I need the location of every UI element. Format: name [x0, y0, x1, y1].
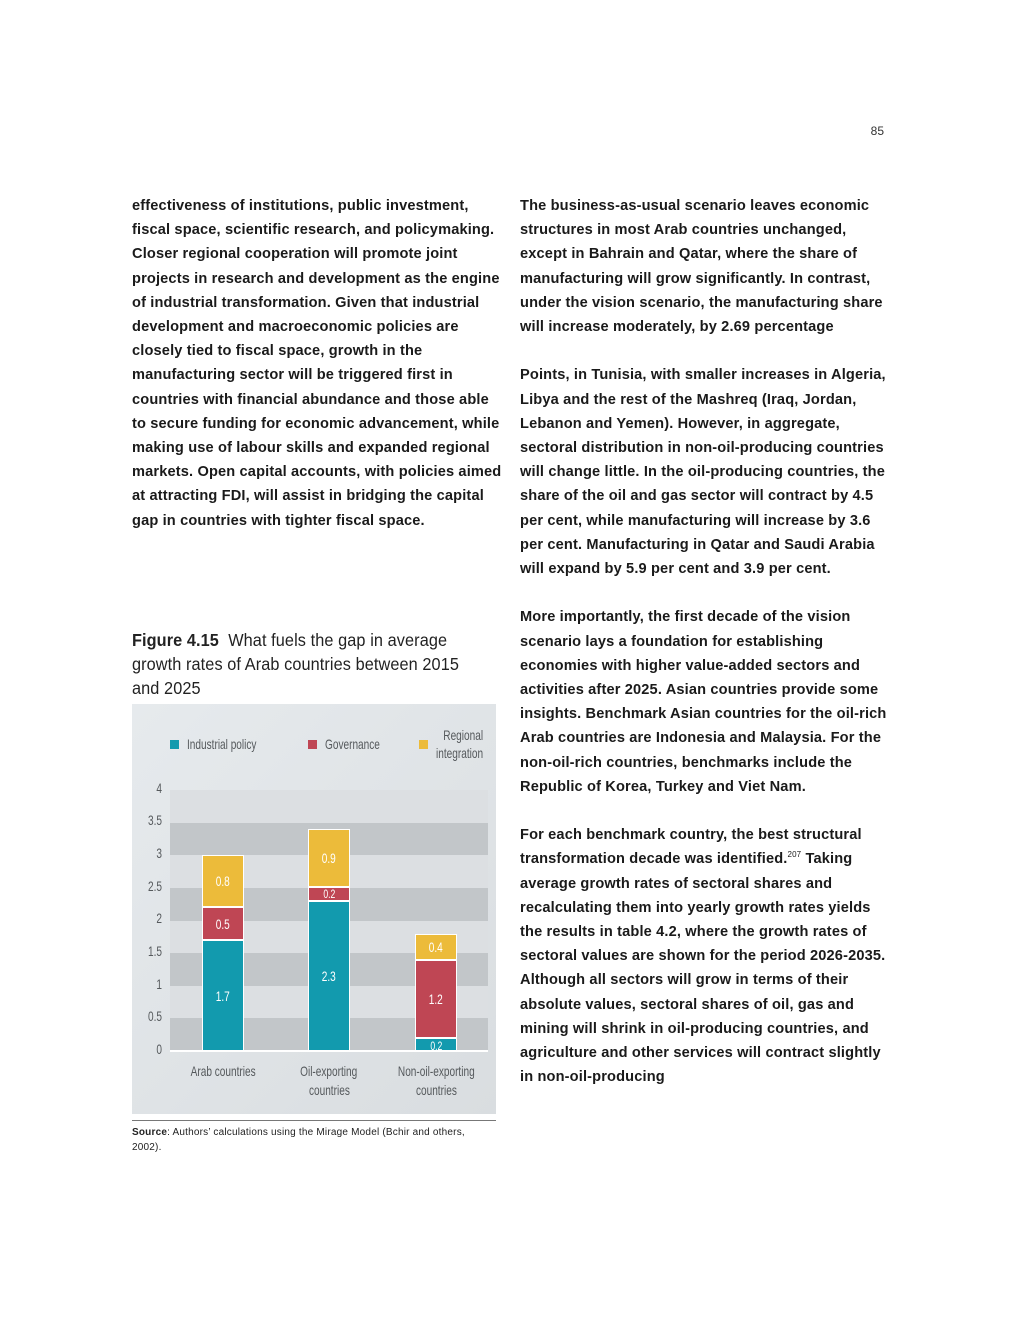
bar-segment-industrial-policy: [308, 901, 350, 1051]
figure-title: [132, 628, 476, 700]
segment-value: 2.3: [321, 968, 337, 984]
x-label-line: Non-oil-exporting: [397, 1063, 475, 1079]
paragraph-text: For each benchmark country, the best structural transformation decade was identified.: [520, 827, 862, 868]
segment-value: 0.5: [215, 915, 231, 932]
segment-value: 1.2: [428, 991, 444, 1007]
stacked-bar-chart: [132, 704, 496, 1114]
legend-item-governance: [308, 735, 401, 753]
bar-segment-governance: [308, 887, 350, 901]
bar-segment-regional-integration: [308, 829, 350, 887]
bar-non-oil-exporting-countries: [415, 790, 457, 1051]
bar-arab-countries: [202, 790, 244, 1051]
figure-number: Figure 4.15: [132, 630, 219, 650]
legend-label-line: integration: [436, 745, 484, 761]
x-category-label: [168, 1062, 278, 1081]
segment-value: 0.9: [321, 850, 337, 866]
y-tick: 0.5: [147, 1008, 162, 1024]
y-tick: 3: [156, 845, 162, 861]
figure-source: [132, 1125, 496, 1155]
legend-label: Governance: [325, 736, 380, 752]
legend-swatch-icon: [419, 740, 428, 749]
body-paragraph: effectiveness of institutions, public investment, fiscal space, scientific research, and policymaking. Closer regional cooperation will promote joint projects in research and development as the engine of industrial transformation. Given that industrial development and macroeconomic policies are closely tied to fiscal space, growth in the manufacturing sector will be triggered first in countries with financial abundance and those able to secure funding for economic advancement, while making use of labour skills and expanded regional markets. Open capital accounts, with policies aimed at attracting FDI, will assist in bridging the capital gap in countries with tighter fiscal space.: [132, 198, 502, 529]
plot-area: [170, 790, 488, 1051]
y-tick: 4: [156, 780, 162, 796]
y-tick: 2.5: [147, 878, 162, 894]
bar-segment-regional-integration: [202, 855, 244, 907]
segment-value: 0.8: [215, 873, 231, 889]
source-label: Source: [132, 1127, 168, 1138]
x-label-line: Oil-exporting: [300, 1063, 358, 1079]
x-label-line: countries: [308, 1082, 350, 1098]
x-label-line: countries: [415, 1082, 457, 1098]
paragraph-text: Taking average growth rates of sectoral shares and recalculating them into yearly growth rates yields the results in table 4.2, where the growth rates of sectoral values are shown for the period 2026-2035. Although all sectors will grow in terms of their absolute values, sectoral shares of oil, gas and mining will shrink in oil-producing countries, and agriculture and other services will contract slightly in non-oil-producing: [520, 851, 886, 1086]
x-category-label: [381, 1062, 491, 1100]
bar-segment-governance: [415, 960, 457, 1038]
y-tick: 1.5: [147, 943, 162, 959]
x-label-line: Arab countries: [190, 1063, 256, 1079]
legend-swatch-icon: [170, 740, 179, 749]
legend-label: Industrial policy: [187, 736, 257, 752]
y-tick: 3.5: [147, 812, 162, 828]
legend-item-industrial-policy: [170, 735, 284, 753]
x-category-label: [274, 1062, 384, 1100]
body-paragraph: Points, in Tunisia, with smaller increases in Algeria, Libya and the rest of the Mashreq (Iraq, Jordan, Lebanon and Yemen). However, in aggregate, sectoral distribution in non-oil-producing countries will change little. In the oil-producing countries, the share of the oil and gas sector will contract by 4.5 per cent, while manufacturing will increase by 3.6 per cent. Manufacturing in Qatar and Saudi Arabia will expand by 5.9 per cent and 3.9 per cent.: [520, 367, 886, 578]
body-paragraph: [520, 823, 892, 1089]
y-tick: 1: [156, 976, 162, 992]
source-text: : Authors’ calculations using the Mirage Model (Bchir and others, 2002).: [132, 1127, 465, 1153]
legend-swatch-icon: [308, 740, 317, 749]
segment-value: 0.2: [322, 887, 336, 901]
right-text-column: [520, 194, 892, 1089]
y-tick: 0: [156, 1041, 162, 1057]
footnote-reference[interactable]: 207: [787, 850, 802, 860]
bar-segment-governance: [202, 907, 244, 940]
y-tick: 2: [156, 910, 162, 926]
legend-label: [436, 726, 483, 762]
legend-label-line: Regional: [443, 727, 484, 743]
bar-segment-industrial-policy: [415, 1038, 457, 1051]
segment-value: 0.4: [428, 939, 444, 955]
body-paragraph: The business-as-usual scenario leaves economic structures in most Arab countries unchanged, except in Bahrain and Qatar, where the share of manufacturing will grow significantly. In contrast, under the vision scenario, the manufacturing share will increase moderately, by 2.69 percentage: [520, 198, 883, 336]
page-number: 85: [870, 124, 884, 138]
body-paragraph: More importantly, the first decade of the vision scenario lays a foundation for establishing economies with higher value-added sectors and activities after 2025. Asian countries provide some insights. Benchmark Asian countries for the oil-rich Arab countries are Indonesia and Malaysia. For the non-oil-rich countries, benchmarks include the Republic of Korea, Turkey and Viet Nam.: [520, 609, 887, 795]
left-text-column: [132, 194, 502, 533]
legend-item-regional-integration: [419, 726, 501, 762]
segment-value: 0.2: [429, 1039, 443, 1051]
chart-legend: [132, 726, 496, 766]
source-divider: [132, 1120, 496, 1121]
bar-oil-exporting-countries: [308, 790, 350, 1051]
figure-caption: What fuels the gap in average growth rates of Arab countries between 2015 and 2025: [132, 630, 459, 698]
bar-segment-regional-integration: [415, 934, 457, 960]
bar-segment-industrial-policy: [202, 940, 244, 1051]
segment-value: 1.7: [215, 987, 231, 1004]
